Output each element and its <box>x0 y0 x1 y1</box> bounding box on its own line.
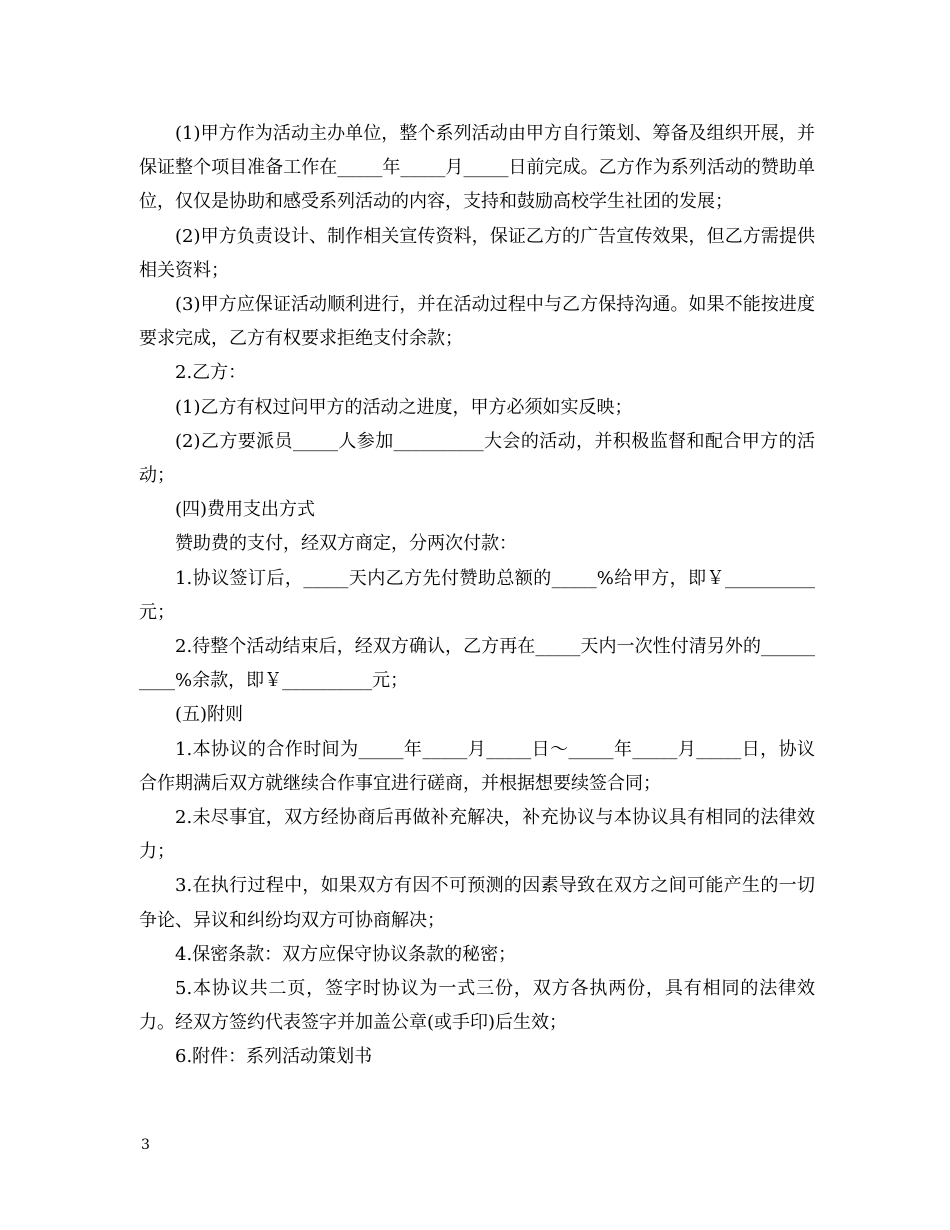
clause-party-a-3: (3)甲方应保证活动顺利进行，并在活动过程中与乙方保持沟通。如果不能按进度要求完成，乙方有权要求拒绝支付余款； <box>139 294 815 350</box>
section-party-b-heading: 2.乙方： <box>175 362 247 384</box>
supplementary-clause-4: 4.保密条款：双方应保守协议条款的秘密； <box>175 943 517 965</box>
supplementary-clause-6: 6.附件：系列活动策划书 <box>175 1046 373 1068</box>
supplementary-clause-2: 2.未尽事宜，双方经协商后再做补充解决，补充协议与本协议具有相同的法律效力； <box>139 807 815 863</box>
payment-clause-2: 2.待整个活动结束后，经双方确认，乙方再在_____天内一次性付清另外的__________%余款，即￥__________元； <box>139 636 815 692</box>
clause-party-b-1: (1)乙方有权过问甲方的活动之进度，甲方必须如实反映； <box>175 396 633 418</box>
document-body <box>139 117 815 1075</box>
clause-party-a-1: (1)甲方作为活动主办单位，整个系列活动由甲方自行策划、筹备及组织开展，并保证整个项目准备工作在_____年_____月_____日前完成。乙方作为系列活动的赞助单位，仅仅是协助和感受系列活动的内容，支持和鼓励高校学生社团的发展； <box>139 123 815 213</box>
page-number: 3 <box>141 1137 150 1153</box>
supplementary-clause-3: 3.在执行过程中，如果双方有因不可预测的因素导致在双方之间可能产生的一切争论、异议和纠纷均双方可协商解决； <box>139 875 815 931</box>
section-supplementary-heading: (五)附则 <box>175 704 244 726</box>
clause-party-b-2: (2)乙方要派员_____人参加__________大会的活动，并积极监督和配合甲方的活动； <box>139 430 815 487</box>
section-payment-heading: (四)费用支出方式 <box>175 499 316 521</box>
payment-clause-1: 1.协议签订后，_____天内乙方先付赞助总额的_____%给甲方，即￥__________元； <box>139 567 815 623</box>
supplementary-clause-5: 5.本协议共二页，签字时协议为一式三份，双方各执两份，具有相同的法律效力。经双方签约代表签字并加盖公章(或手印)后生效； <box>139 978 815 1034</box>
supplementary-clause-1: 1.本协议的合作时间为_____年_____月_____日～_____年_____月_____日，协议合作期满后双方就继续合作事宜进行磋商，并根据想要续签合同； <box>139 738 815 794</box>
payment-intro: 赞助费的支付，经双方商定，分两次付款： <box>175 533 517 555</box>
clause-party-a-2: (2)甲方负责设计、制作相关宣传资料，保证乙方的广告宣传效果，但乙方需提供相关资料； <box>139 225 815 281</box>
